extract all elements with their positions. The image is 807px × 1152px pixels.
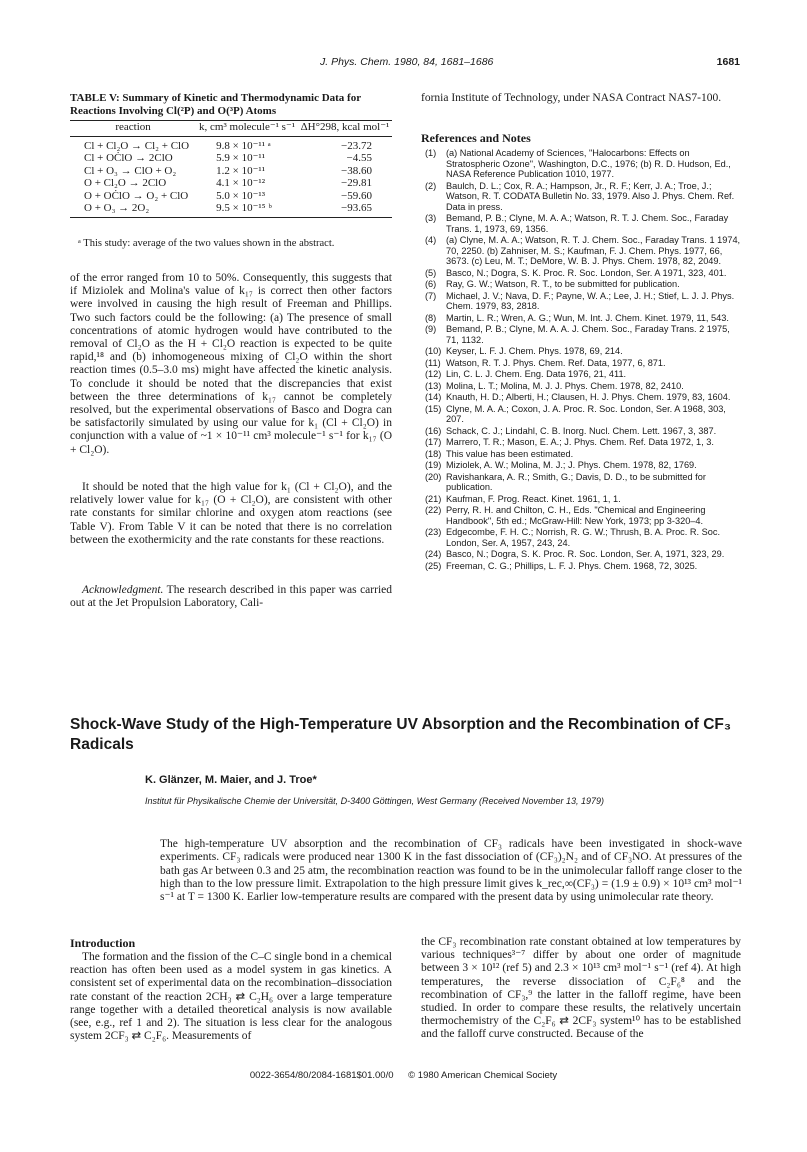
reference-text: Basco, N.; Dogra, S. K. Proc. R. Soc. London, Ser. A, 1971, 323, 29. [446,549,725,559]
reference-item [421,527,741,548]
article-abstract: The high-temperature UV absorption and the recombination of CF₃ radicals have been investigated in shock-wave experiments. CF₃ radicals were produced near 1300 K in the fast dissociation of (CF₃)₂N₂ and of CF₃NO. At pressures of the bath gas Ar between 0.3 and 25 atm, the recombination reaction was found to be in the unimolecular falloff range closer to the high than to the low pressure limit. Extrapolation to the high pressure limit gives k_rec,∞(CF₃) = (1.9 ± 0.9) × 10¹³ cm³ mol⁻¹ s⁻¹ at T = 1300 K. Earlier low-temperature results are compared with the present data by using unimolecular rate theory. [160,838,742,904]
table-row [70,136,392,152]
article-title: Shock-Wave Study of the High-Temperature UV Absorption and the Recombination of CF₃ Radicals [70,716,732,753]
reference-text: Watson, R. T. J. Phys. Chem. Ref. Data, 1977, 6, 871. [446,357,666,368]
reference-item [421,472,741,493]
reference-number: (23) [425,527,442,537]
ack-label: Acknowledgment. [82,584,164,596]
ack-continuation: fornia Institute of Technology, under NASA Contract NAS7-100. [421,92,722,104]
page-number: 1681 [716,56,740,68]
reference-item [421,313,741,324]
reaction-cell: Cl + OĊlO → 2ClO [84,152,173,164]
running-head [70,56,740,72]
reference-text: Clyne, M. A. A.; Coxon, J. A. Proc. R. Soc. London, Ser. A 1968, 303, 207. [446,403,726,424]
table-footnote: ᵃ This study: average of the two values shown in the abstract. [78,238,335,249]
article-authors: K. Glänzer, M. Maier, and J. Troe* [145,774,317,786]
reference-number: (25) [425,560,442,571]
table-caption: TABLE V: Summary of Kinetic and Thermodynamic Data for Reactions Involving Cl(²P) and O(³P) Atoms [70,92,361,117]
body-paragraph-2 [70,481,392,547]
reference-text: (a) Clyne, M. A. A.; Watson, R. T. J. Chem. Soc., Faraday Trans. 1 1974, 70, 2250. (b) Zahniser, M. S.; Kaufman, F. J. Chem. Phys. 1977, 66, 3673. (c) Leu, M. T.; DeMore, W. B. J. Phys. Chem. 1978, 82, 2049. [446,235,741,266]
reference-item [421,235,741,267]
enthalpy-cell: −59.60 [341,189,372,202]
reference-text: Michael, J. V.; Nava, D. F.; Payne, W. A.; Lee, J. H.; Stief, L. J. J. Phys. Chem. 1979, 83, 2818. [446,290,735,311]
article-affiliation: Institut für Physikalische Chemie der Universität, D-3400 Göttingen, West Germany (Received November 13, 1979) [145,796,605,806]
page-footer [0,1070,807,1081]
acknowledgment [70,584,392,610]
reference-number: (5) [425,267,437,278]
reference-text: Basco, N.; Dogra, S. K. Proc. R. Soc. London, Ser. A 1971, 323, 401. [446,267,727,278]
reference-item [421,392,741,403]
reference-text: Perry, R. H. and Chilton, C. H., Eds. "Chemical and Engineering Handbook", 5th ed.; McGraw-Hill: New York, 1973; pp 3-320–4. [446,505,706,526]
rate-constant-cell: 4.1 × 10⁻¹² [216,177,266,189]
reference-item [421,346,741,357]
reference-item [421,358,741,369]
reference-item [421,291,741,312]
reference-number: (24) [425,549,442,559]
rate-constant-cell: 1.2 × 10⁻¹¹ [216,164,266,177]
reference-item [421,404,741,425]
reference-text: Bemand, P. B.; Clyne, M. A. A.; Watson, R. T. J. Chem. Soc., Faraday Trans. 1, 1973, 69, 1356. [446,213,729,234]
reference-number: (2) [425,180,437,191]
reference-item [421,426,741,437]
reference-number: (14) [425,392,442,402]
reference-item [421,437,741,448]
reference-item [421,213,741,234]
reference-number: (8) [425,312,437,323]
reference-text: Kaufman, F. Prog. React. Kinet. 1961, 1, 1. [446,493,621,504]
reference-item [421,181,741,213]
table-header-reaction: reaction [70,121,196,137]
reference-number: (17) [425,437,442,447]
reference-text: Freeman, C. G.; Phillips, L. F. J. Phys. Chem. 1968, 72, 3025. [446,560,698,571]
reference-list [421,148,741,572]
reference-item [421,148,741,180]
rate-constant-cell: 5.9 × 10⁻¹¹ [216,152,266,164]
reference-text: Baulch, D. L.; Cox, R. A.; Hampson, Jr., R. F.; Kerr, J. A.; Troe, J.; Watson, R. T. CODATA Bulletin No. 33, 1979. Also J. Phys. Chem. Ref. Data in press. [446,180,735,212]
reference-number: (7) [425,290,437,301]
reference-text: Miziolek, A. W.; Molina, M. J.; J. Phys. Chem. 1978, 82, 1769. [446,460,697,470]
enthalpy-cell: −29.81 [341,177,372,189]
reference-number: (9) [425,324,437,334]
enthalpy-cell: −38.60 [341,164,372,177]
table-header-enthalpy: ΔH°298, kcal mol⁻¹ [298,121,392,137]
journal-citation: J. Phys. Chem. 1980, 84, 1681–1686 [320,56,494,68]
reference-number: (4) [425,235,437,245]
rate-constant-cell: 5.0 × 10⁻¹³ [216,189,266,202]
reference-text: Schack, C. J.; Lindahl, C. B. Inorg. Nucl. Chem. Lett. 1967, 3, 387. [446,425,717,436]
reference-item [421,449,741,460]
rate-constant-cell: 9.5 × 10⁻¹⁵ ᵇ [196,202,298,217]
paragraph-text: The formation and the fission of the C–C single bond in a chemical reaction has often been used as a model system in gas kinetics. A consistent set of experimental data on the recombination–dissociation rate constant of the reaction 2CH₃ ⇄ C₂H₆ over a large temperature range together with a detailed theoretical analysis is now available (see, e.g., ref 1 and 2). The situation is less clear for the analogous system 2CF₃ ⇄ C₂F₆. Measurements of [70,951,392,1043]
reference-text: Lin, C. L. J. Chem. Eng. Data 1976, 21, 411. [446,369,627,379]
table-row [70,152,392,165]
reference-number: (1) [425,148,437,158]
references-heading: References and Notes [421,131,531,145]
reference-item [421,494,741,505]
article-code: 0022-3654/80/2084-1681$01.00/0 [249,1070,394,1081]
reference-number: (15) [425,403,442,414]
reference-number: (20) [425,471,442,482]
introduction-heading: Introduction [70,936,136,950]
reference-number: (19) [425,460,442,470]
reference-text: Bemand, P. B.; Clyne, M. A. A. J. Chem. Soc., Faraday Trans. 2 1975, 71, 1132. [446,324,730,345]
reference-text: Martin, L. R.; Wren, A. G.; Wun, M. Int. J. Chem. Kinet. 1979, 11, 543. [446,312,729,323]
paragraph-text: It should be noted that the high value for k₁ (Cl + Cl₂O), and the relatively lower value for k₁₇ (O + Cl₂O), are consistent with other rate constants for similar chlorine and oxygen atom reactions (see Table V). From Table V it can be noted that there is no correlation between the exothermicity and the rate constants for these reactions. [70,481,392,546]
reference-text: Keyser, L. F. J. Chem. Phys. 1978, 69, 214. [446,346,623,356]
reference-item [421,460,741,471]
reference-number: (16) [425,425,442,436]
body-paragraph-1: of the error ranged from 10 to 50%. Consequently, this suggests that if Miziolek and Molina's value of k₁₇ is correct then other factors were involved in causing the high result of Freeman and Phillips. Two such factors could be the following: (a) The presence of small concentrations of atomic hydrogen would have contributed to the removal of Cl₂O as the H + Cl₂O reaction is expected to be quite rapid,¹⁸ and (b) inhomogeneous mixing of Cl₂O within the short reaction times (0.5–3.0 ms) might have affected the kinetic analysis. To conclude it should be noted that the discrepancies that exist between the three determinations of k₁₇ cannot be completely resolved, but the experimental observations of Basco and Dogra can be satisfactorily simulated by using our value for k₁ (Cl + Cl₂O) in conjunction with a value of ~1 × 10⁻¹¹ cm³ molecule⁻¹ s⁻¹ for k₁₇ (O + Cl₂O). [70,272,392,456]
reference-item [421,324,741,345]
reference-item [421,268,741,279]
reference-text: Molina, L. T.; Molina, M. J. J. Phys. Chem. 1978, 82, 2410. [446,380,684,391]
reference-item [421,549,741,560]
reference-item [421,381,741,392]
reference-text: Edgecombe, F. H. C.; Norrish, R. G. W.; Thrush, B. A. Proc. R. Soc. London, Ser. A, 1957, 243, 24. [446,527,721,548]
ack-text: The research described in this paper was carried out at the Jet Propulsion Laboratory, Cali- [70,584,392,610]
copyright: © 1980 American Chemical Society [408,1070,558,1081]
reference-number: (22) [425,505,442,515]
table-row [70,165,392,178]
reference-number: (6) [425,279,437,289]
reaction-cell: Cl + O₃ → ClO + O₂ [84,164,177,177]
introduction-left [70,951,392,1043]
reference-number: (12) [425,369,442,379]
introduction-right: the CF₃ recombination rate constant obtained at low temperatures by various techniques³⁻⁷ differ by about one order of magnitude between 3 × 10¹² (ref 5) and 2.3 × 10¹³ cm³ mol⁻¹ s⁻¹ (ref 4). At high temperatures, the reverse dissociation of C₂F₆⁸ and the recombination of CF₃,⁹ the latter in the falloff regime, have been studied. In order to compare these results, the relatively uncertain thermochemistry of the C₂F₆ ⇄ 2CF₃ system¹⁰ has to be established and the falloff curve constructed. Because of the [421,936,741,1041]
reference-text: (a) National Academy of Sciences, "Halocarbons: Effects on Stratospheric Ozone", Washington, D.C., 1976; (b) R. D. Hudson, Ed., NASA Reference Publication 1010, 1977. [446,148,731,179]
reaction-cell: Cl + Cl₂O → Cl₂ + ClO [84,139,190,152]
table-row [70,190,392,203]
rate-constant-cell: 9.8 × 10⁻¹¹ ᵃ [216,139,271,152]
reaction-cell: O + O₃ → 2O₂ [70,202,196,217]
reference-item [421,279,741,290]
enthalpy-cell: −23.72 [341,139,372,152]
reference-text: Marrero, T. R.; Mason, E. A.; J. Phys. Chem. Ref. Data 1972, 1, 3. [446,437,714,447]
reference-number: (3) [425,213,437,223]
reference-text: Knauth, H. D.; Alberti, H.; Clausen, H. J. Phys. Chem. 1979, 83, 1604. [446,392,731,402]
kinetic-data-table [70,120,392,218]
reference-number: (21) [425,493,442,504]
reference-text: Ray, G. W.; Watson, R. T., to be submitted for publication. [446,279,680,289]
reaction-cell: O + OĊlO → O₂ + ClO [84,189,189,202]
table-header-k: k, cm³ molecule⁻¹ s⁻¹ [196,121,298,137]
reference-number: (11) [425,357,441,368]
reference-item [421,369,741,380]
enthalpy-cell: −4.55 [346,152,372,164]
table-row [70,177,392,190]
enthalpy-cell: −93.65 [298,202,392,217]
reference-item [421,561,741,572]
reference-text: Ravishankara, A. R.; Smith, G.; Davis, D. D., to be submitted for publication. [446,471,706,492]
reaction-cell: O + Cl₂O → 2ClO [84,177,167,189]
reference-text: This value has been estimated. [446,448,574,459]
reference-number: (10) [425,346,442,356]
reference-item [421,505,741,526]
table-row [70,202,392,217]
reference-number: (18) [425,448,442,459]
reference-number: (13) [425,380,442,391]
